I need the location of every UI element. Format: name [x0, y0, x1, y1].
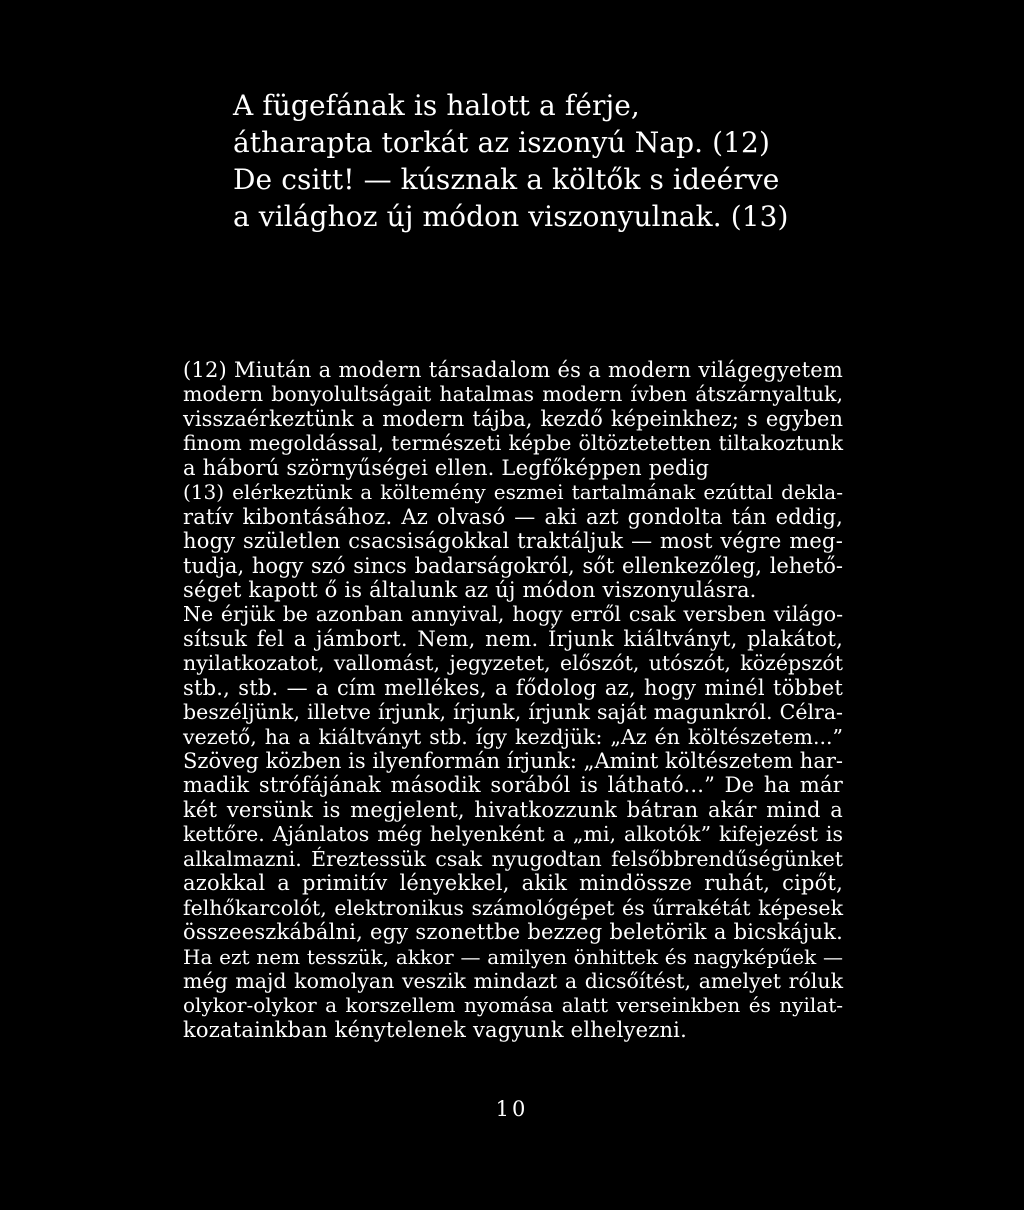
footnotes-block: [183, 358, 843, 1042]
footnote-line: stb., stb. — a cím mellékes, a fődolog az, hogy minél többet: [183, 675, 843, 700]
poem-line: De csitt! — kúsznak a költők s ideérve: [233, 163, 780, 196]
footnote-line: összeeszkábálni, egy szonettbe bezzeg beletörik a bicskájuk.: [183, 920, 843, 945]
footnote-line: (12) Miután a modern társadalom és a modern világegyetem: [183, 358, 843, 382]
footnote-line: finom megoldással, természeti képbe öltöztetetten tiltakoztunk: [183, 431, 843, 456]
page-number: 10: [495, 1097, 529, 1121]
footnote-line: hogy születlen csacsiságokkal traktáljuk — most végre meg-: [183, 529, 843, 554]
footnote-line: Ne érjük be azonban annyival, hogy erről csak versben világo-: [183, 602, 843, 627]
footnote-line: olykor-olykor a korszellem nyomása alatt verseinkben és nyilat-: [183, 993, 843, 1018]
poem-line: A fügefának is halott a férje,: [233, 89, 640, 122]
poem-line: a világhoz új módon viszonyulnak. (13): [233, 200, 789, 233]
footnote-line: még majd komolyan veszik mindazt a dicsőítést, amelyet róluk: [183, 968, 843, 993]
footnote-line: két versünk is megjelent, hivatkozzunk bátran akár mind a: [183, 797, 843, 822]
footnote-line: azokkal a primitív lényekkel, akik mindössze ruhát, cipőt,: [183, 871, 843, 896]
footnote-line: a háború szörnyűségei ellen. Legfőképpen pedig: [183, 455, 710, 480]
footnote-line: Ha ezt nem tesszük, akkor — amilyen önhittek és nagyképűek —: [183, 944, 843, 969]
footnote-line: ratív kibontásához. Az olvasó — aki azt gondolta tán eddig,: [183, 504, 843, 529]
footnote-line: (13) elérkeztünk a költemény eszmei tartalmának ezúttal dekla-: [183, 480, 843, 505]
footnote-line: alkalmazni. Éreztessük csak nyugodtan felsőbbrendűségünket: [183, 846, 843, 871]
footnote-line: Szöveg közben is ilyenformán írjunk: „Amint költészetem har-: [183, 749, 843, 773]
footnote-line: modern bonyolultságait hatalmas modern ívben átszárnyaltuk,: [183, 382, 843, 407]
footnote-line: visszaérkeztünk a modern tájba, kezdő képeinkhez; s egyben: [183, 406, 843, 431]
footnote-line: tudja, hogy szó sincs badarságokról, sőt ellenkezőleg, lehető-: [183, 553, 843, 578]
footnote-line: sítsuk fel a jámbort. Nem, nem. Írjunk kiáltványt, plakátot,: [183, 626, 843, 651]
footnote-line: madik strófájának második sorából is látható...” De ha már: [183, 773, 843, 798]
footnote-line: beszéljünk, illetve írjunk, írjunk, írjunk saját magunkról. Célra-: [183, 700, 843, 725]
footnote-line: kettőre. Ajánlatos még helyenként a „mi, alkotók” kifejezést is: [183, 822, 843, 847]
footnote-line: felhőkarcolót, elektronikus számológépet és űrrakétát képesek: [183, 895, 843, 920]
footnote-line: séget kapott ő is általunk az új módon viszonyulásra.: [183, 577, 757, 602]
footnote-line: kozatainkban kénytelenek vagyunk elhelyezni.: [183, 1017, 687, 1042]
footnote-line: vezető, ha a kiáltványt stb. így kezdjük: „Az én költészetem...”: [183, 724, 843, 749]
poem-line: átharapta torkát az iszonyú Nap. (12): [233, 126, 770, 159]
poem-stanza: [233, 87, 873, 235]
footnote-line: nyilatkozatot, vallomást, jegyzetet, előszót, utószót, középszót: [183, 651, 843, 676]
